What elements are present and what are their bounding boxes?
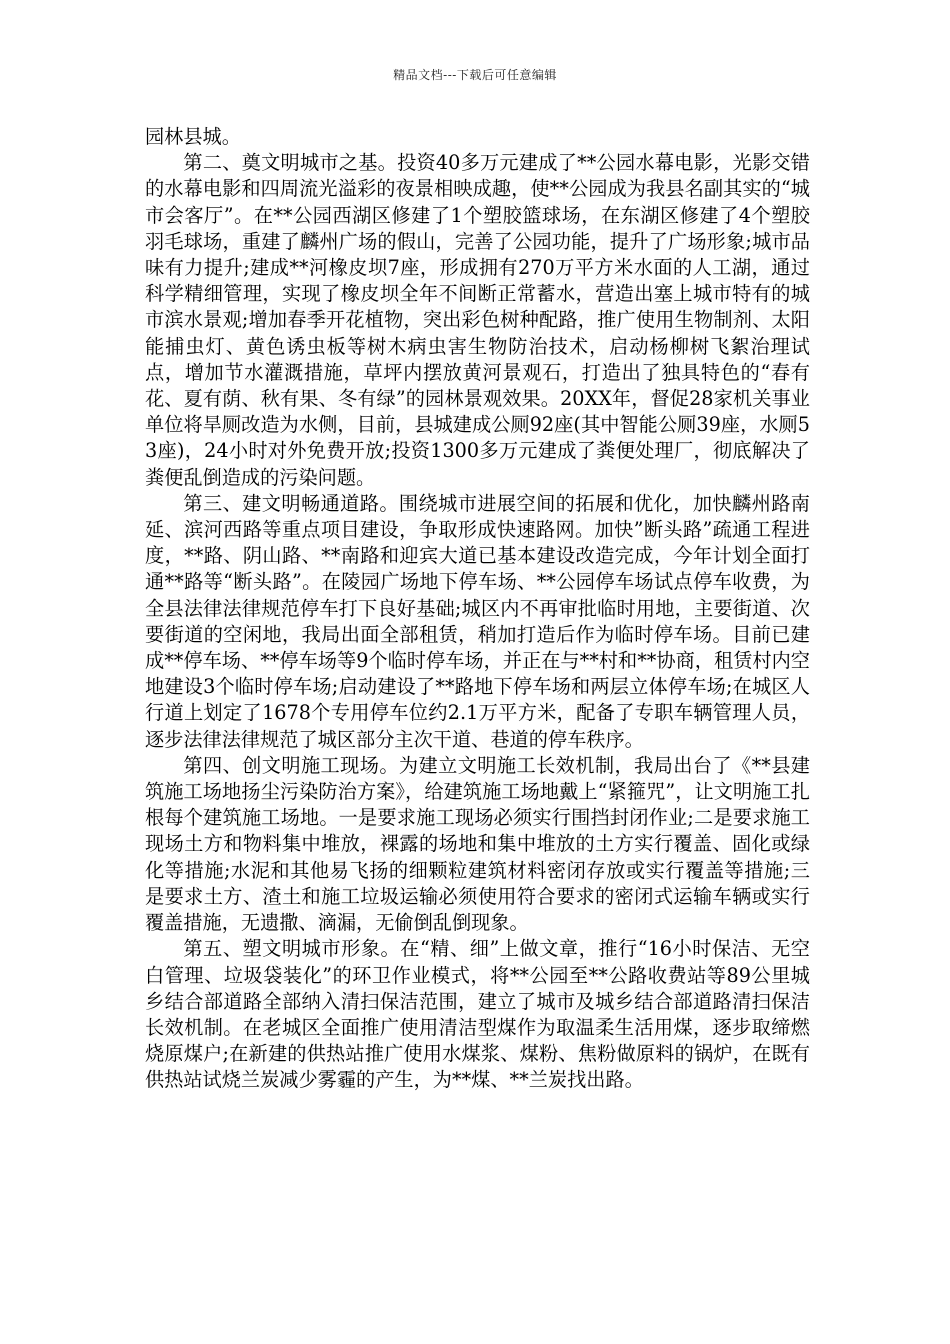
paragraph-third: 第三、建文明畅通道路。围绕城市进展空间的拓展和优化，加快麟州路南延、滨河西路等重点项目建设，争取形成快速路网。加快”断头路”疏通工程进度，**路、阴山路、**南路和迎宾大道已基本建设改造完成，今年计划全面打通**路等“断头路”。在陵园广场地下停车场、**公园停车场试点停车收费，为全县法律法律规范停车打下良好基础;城区内不再审批临时用地，主要街道、次要街道的空闲地，我局出面全部租赁，稍加打造后作为临时停车场。目前已建成**停车场、**停车场等9个临时停车场，并正在与**村和**协商，租赁村内空地建设3个临时停车场;启动建设了**路地下停车场和两层立体停车场;在城区人行道上划定了1678个专用停车位约2.1万平方米，配备了专职车辆管理人员，逐步法律法律规范了城区部分主次干道、巷道的停车秩序。 bbox=[145, 491, 810, 751]
paragraph-fourth: 第四、创文明施工现场。为建立文明施工长效机制，我局出台了《**县建筑施工场地扬尘污染防治方案》，给建筑施工场地戴上“紧箍咒”，让文明施工扎根每个建筑施工场地。一是要求施工现场必须实行围挡封闭作业;二是要求施工现场土方和物料集中堆放，裸露的场地和集中堆放的土方实行覆盖、固化或绿化等措施;水泥和其他易飞扬的细颗粒建筑材料密闭存放或实行覆盖等措施;三是要求土方、渣土和施工垃圾运输必须使用符合要求的密闭式运输车辆或实行覆盖措施，无遗撒、滴漏，无偷倒乱倒现象。 bbox=[145, 753, 810, 935]
page-header: 精品文档---下载后可任意编辑 bbox=[393, 68, 557, 82]
paragraph-fifth: 第五、塑文明城市形象。在“精、细”上做文章，推行“16小时保洁、无空白管理、垃圾袋装化”的环卫作业模式，将**公园至**公路收费站等89公里城乡结合部道路全部纳入清扫保洁范围，建立了城市及城乡结合部道路清扫保洁长效机制。在老城区全面推广使用清洁型煤作为取温柔生活用煤，逐步取缔燃烧原煤户;在新建的供热站推广使用水煤浆、煤粉、焦粉做原料的锅炉，在既有供热站试烧兰炭减少雾霾的产生，为**煤、**兰炭找出路。 bbox=[145, 937, 810, 1092]
document-body bbox=[145, 124, 810, 1094]
paragraph-continuation: 园林县城。 bbox=[145, 125, 241, 148]
paragraph-second: 第二、奠文明城市之基。投资40多万元建成了**公园水幕电影，光影交错的水幕电影和四周流光溢彩的夜景相映成趣，使**公园成为我县名副其实的“城市会客厅”。在**公园西湖区修建了1个塑胶篮球场，在东湖区修建了4个塑胶羽毛球场，重建了麟州广场的假山，完善了公园功能，提升了广场形象;城市品味有力提升;建成**河橡皮坝7座，形成拥有270万平方米水面的人工湖，通过科学精细管理，实现了橡皮坝全年不间断正常蓄水，营造出塞上城市特有的城市滨水景观;增加春季开花植物，突出彩色树种配路，推广使用生物制剂、太阳能捕虫灯、黄色诱虫板等树木病虫害生物防治技术，启动杨柳树飞絮治理试点，增加节水灌溉措施，草坪内摆放黄河景观石，打造出了独具特色的“春有花、夏有荫、秋有果、冬有绿”的园林景观效果。20XX年，督促28家机关事业单位将旱厕改造为水侧，目前，县城建成公厕92座(其中智能公厕39座，水厕53座)，24小时对外免费开放;投资1300多万元建成了粪便处理厂，彻底解决了粪便乱倒造成的污染问题。 bbox=[145, 151, 810, 489]
